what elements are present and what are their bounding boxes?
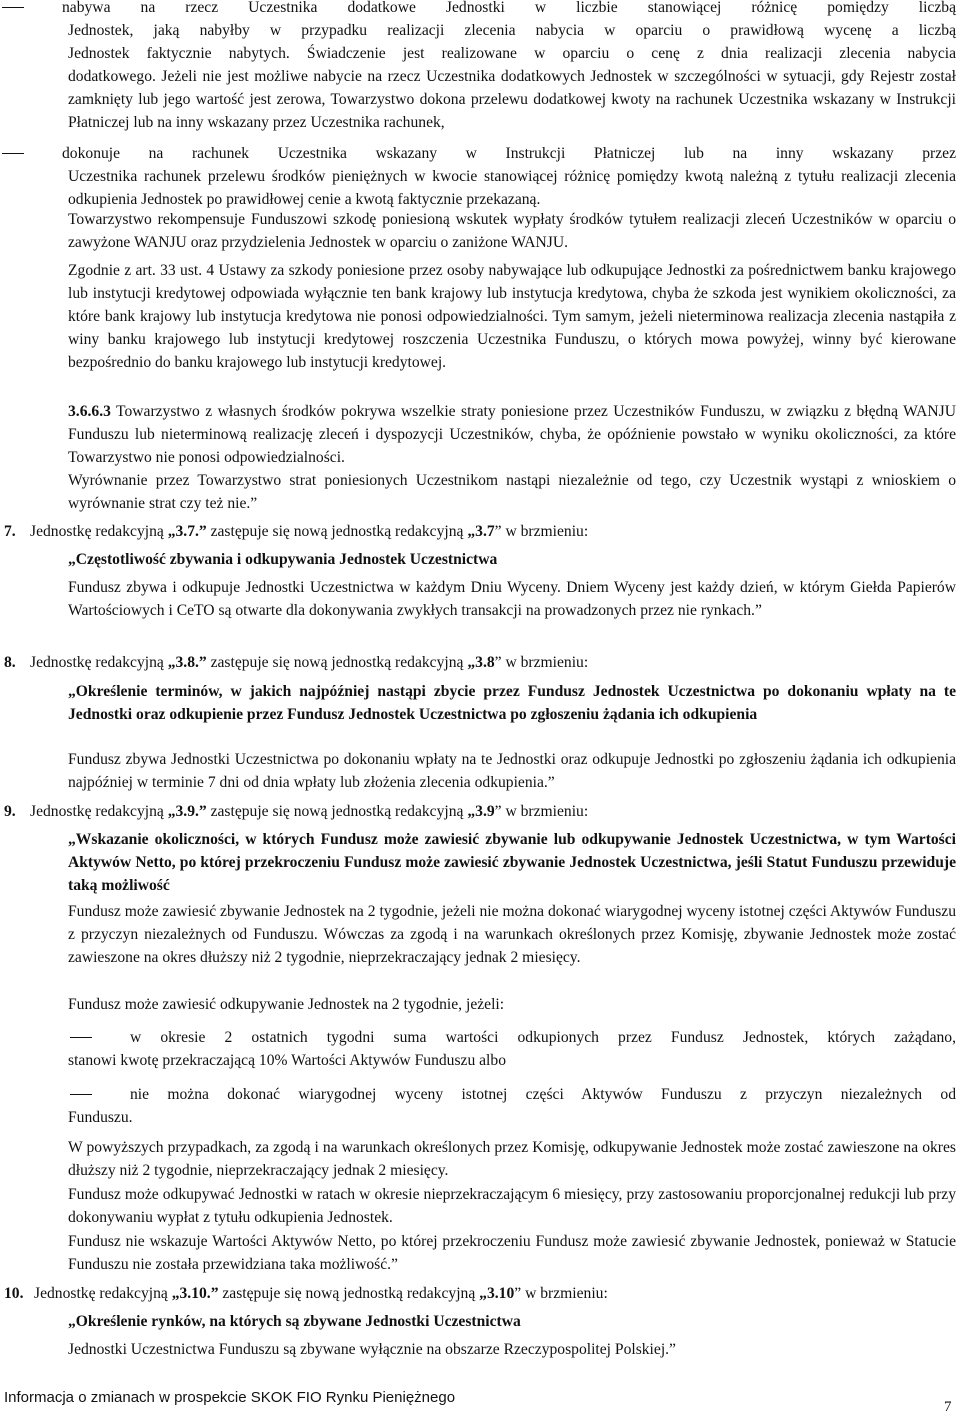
text: ” w brzmieniu: [514,1285,608,1302]
paragraph: Fundusz może odkupywać Jednostki w ratach w okresie nieprzekraczającym 6 miesięcy, przy zastosowaniu proporcjonalnej redukcji lub przy dokonywaniu wypłat z tytułu odkupienia Jednostek. [68,1186,956,1226]
paragraph-text: Towarzystwo z własnych środków pokrywa wszelkie straty poniesione przez Uczestników Funduszu, w związku z błędną WANJU Funduszu lub nieterminową realizację zleceń i dyspozycji Uczestników, chyba, że opóźnienie powstało w wyniku okoliczności, za które Towarzystwo nie ponosi odpowiedzialności. [68,403,956,466]
paragraph: Fundusz zbywa i odkupuje Jednostki Uczestnictwa w każdym Dniu Wyceny. Dniem Wyceny jest każdy dzień, w którym Giełda Papierów Wartościowych i CeTO są otwarte dla dokonywania zwykłych transakcji na prowadzonych przez nie rynkach.” [68,579,956,619]
list-number: 7. [4,523,16,540]
unit-ref: „3.7.” [167,523,207,540]
paragraph: Fundusz zbywa Jednostki Uczestnictwa po dokonaniu wpłaty na te Jednostki oraz odkupuje Jednostki po zgłoszeniu żądania ich odkupienia najpóźniej w terminie 7 dni od dnia wpłaty lub złożenia zlecenia odkupienia.” [68,751,956,791]
paragraph: Fundusz może zawiesić odkupywanie Jednostek na 2 tygodnie, jeżeli: [68,996,505,1013]
paragraph: Jednostki Uczestnictwa Funduszu są zbywane wyłącznie na obszarze Rzeczypospolitej Polskiej.” [68,1341,676,1358]
unit-ref: „3.10.” [171,1285,219,1302]
paragraph-dash-line [68,1083,956,1106]
section-heading: „Częstotliwość zbywania i odkupywania Jednostek Uczestnictwa [68,551,498,568]
section-heading: „Określenie rynków, na których są zbywane Jednostki Uczestnictwa [68,1313,521,1330]
paragraph: Zgodnie z art. 33 ust. 4 Ustawy za szkody poniesione przez osoby nabywające lub odkupujące Jednostki za pośrednictwem banku krajowego lub instytucji kredytowej odpowiada wyłącznie ten bank krajowy lub instytucja kredytowa, chyba że szkoda jest wynikiem okoliczności, za które bank krajowy lub instytucja kredytowa nie ponosi odpowiedzialności. Tym samym, jeżeli nieterminowa realizacja zlecenia nastąpiła z winy banku krajowego lub instytucji kredytowej roszczenia Uczestnika Funduszu, o których mowa powyżej, winny być kierowane bezpośrednio do banku krajowego lub instytucji kredytowej. [68,262,956,371]
text-line: Funduszu. [68,1109,133,1126]
paragraph: dodatkowego. Jeżeli nie jest możliwe nabycie na rzecz Uczestnika dodatkowych Jednostek w szczególności w sytuacji, gdy Rejestr został zamknięty lub jego wartość jest zerowa, Towarzystwo dokona przelewu dodatkowej kwoty na rachunek Uczestnika wskazany w Instrukcji Płatniczej lub na inny wskazany przez Uczestnika rachunek, [68,68,956,131]
section-heading: „Określenie terminów, w jakich najpóźniej nastąpi zbycie przez Fundusz Jednostek Uczestnictwa po dokonaniu wpłaty na te Jednostki oraz odkupienie przez Fundusz Jednostek Uczestnictwa po zgłoszeniu żądania ich odkupienia [68,683,956,723]
unit-ref: „3.9.” [167,803,207,820]
text: Jednostkę redakcyjną [30,803,168,820]
text-line: Jednostek, jaką nabyłby w przypadku realizacji zlecenia nabycia w oparciu o prawidłową wycenę a liczbą [68,22,956,39]
text: Jednostkę redakcyjną [30,523,168,540]
text-line: dokonuje na rachunek Uczestnika wskazany w Instrukcji Płatniczej lub na inny wskazany przez [62,145,956,162]
unit-ref: „3.7 [467,523,495,540]
paragraph: W powyższych przypadkach, za zgodą i na warunkach określonych przez Komisję, odkupywanie Jednostek może zostać zawieszone na okres dłuższy niż 2 tygodnie, nieprzekraczający jednak 2 miesięcy. [68,1139,956,1179]
section-number: 3.6.6.3 [68,403,111,420]
text: ” w brzmieniu: [494,654,589,671]
text: zastępuje się nową jednostką redakcyjną [206,654,468,671]
text-line: w okresie 2 ostatnich tygodni suma wartości odkupionych przez Fundusz Jednostek, których zażądano, [130,1029,956,1046]
text: ” w brzmieniu: [494,523,589,540]
text: Jednostkę redakcyjną [30,654,168,671]
amendment-line [34,1282,956,1305]
amendment-line [30,520,956,543]
paragraph: Fundusz może zawiesić zbywanie Jednostek na 2 tygodnie, jeżeli nie można dokonać wiarygodnej wyceny istotnej części Aktywów Funduszu z przyczyn niezależnych od Funduszu. Wówczas za zgodą i na warunkach określonych przez Komisję, zbywanie Jednostek może zostać zawieszone na okres dłuższy niż 2 tygodnie, nieprzekraczający jednak 2 miesięcy. [68,903,956,966]
text: ” w brzmieniu: [494,803,589,820]
page-number: 7 [944,1399,952,1415]
text: zastępuje się nową jednostką redakcyjną [206,523,468,540]
list-number: 10. [4,1285,24,1302]
paragraph-dash-line [68,1026,956,1049]
text-line: Jednostek faktycznie nabytych. Świadczenie jest realizowane w oparciu o cenę z dnia realizacji zlecenia nabycia [68,45,956,62]
section-heading: „Wskazanie okoliczności, w których Fundusz może zawiesić zbywanie lub odkupywanie Jednostek Uczestnictwa, w tym Wartości Aktywów Netto, po której przekroczeniu Fundusz może zawiesić zbywanie Jednostek Uczestnictwa, jeśli Statut Funduszu przewiduje taką możliwość [68,831,956,894]
text: zastępuje się nową jednostką redakcyjną [206,803,468,820]
paragraph: Uczestnika rachunek przelewu środków pieniężnych w kwocie stanowiącej różnicę pomiędzy kwotą należną z tytułu realizacji zlecenia odkupienia Jednostek po prawidłowej cenie a kwotą faktycznie przekazaną. [68,168,956,208]
paragraph: Wyrównanie przez Towarzystwo strat poniesionych Uczestnikom nastąpi niezależnie od tego, czy Uczestnik wystąpi z wnioskiem o wyrównanie strat czy też nie.” [68,472,956,512]
amendment-line [30,800,956,823]
unit-ref: „3.8.” [167,654,207,671]
unit-ref: „3.8 [467,654,495,671]
amendment-line [30,651,956,674]
text-line: nabywa na rzecz Uczestnika dodatkowe Jednostki w liczbie stanowiącej różnicę pomiędzy liczbą [62,0,956,16]
unit-ref: „3.9 [467,803,495,820]
text: zastępuje się nową jednostką redakcyjną [218,1285,480,1302]
list-number: 9. [4,803,16,820]
list-number: 8. [4,654,16,671]
text: Jednostkę redakcyjną [34,1285,172,1302]
paragraph: Towarzystwo rekompensuje Funduszowi szkodę poniesioną wskutek wypłaty środków tytułem realizacji zleceń Uczestników w oparciu o zawyżone WANJU oraz przydzielenia Jednostek w oparciu o zaniżone WANJU. [68,211,956,251]
text-line: nie można dokonać wiarygodnej wyceny istotnej części Aktywów Funduszu z przyczyn niezależnych od [130,1086,956,1103]
page-footer: Informacja o zmianach w prospekcie SKOK FIO Rynku Pieniężnego [4,1389,456,1406]
unit-ref: „3.10 [479,1285,515,1302]
paragraph-dash-line [62,0,956,19]
paragraph [68,400,956,469]
paragraph: Fundusz nie wskazuje Wartości Aktywów Netto, po której przekroczeniu Fundusz może zawiesić zbywanie Jednostek, ponieważ w Statucie Funduszu nie została przewidziana taka możliwość.” [68,1233,956,1273]
paragraph-dash-line [62,142,956,165]
text-line: stanowi kwotę przekraczającą 10% Wartości Aktywów Funduszu albo [68,1052,506,1069]
